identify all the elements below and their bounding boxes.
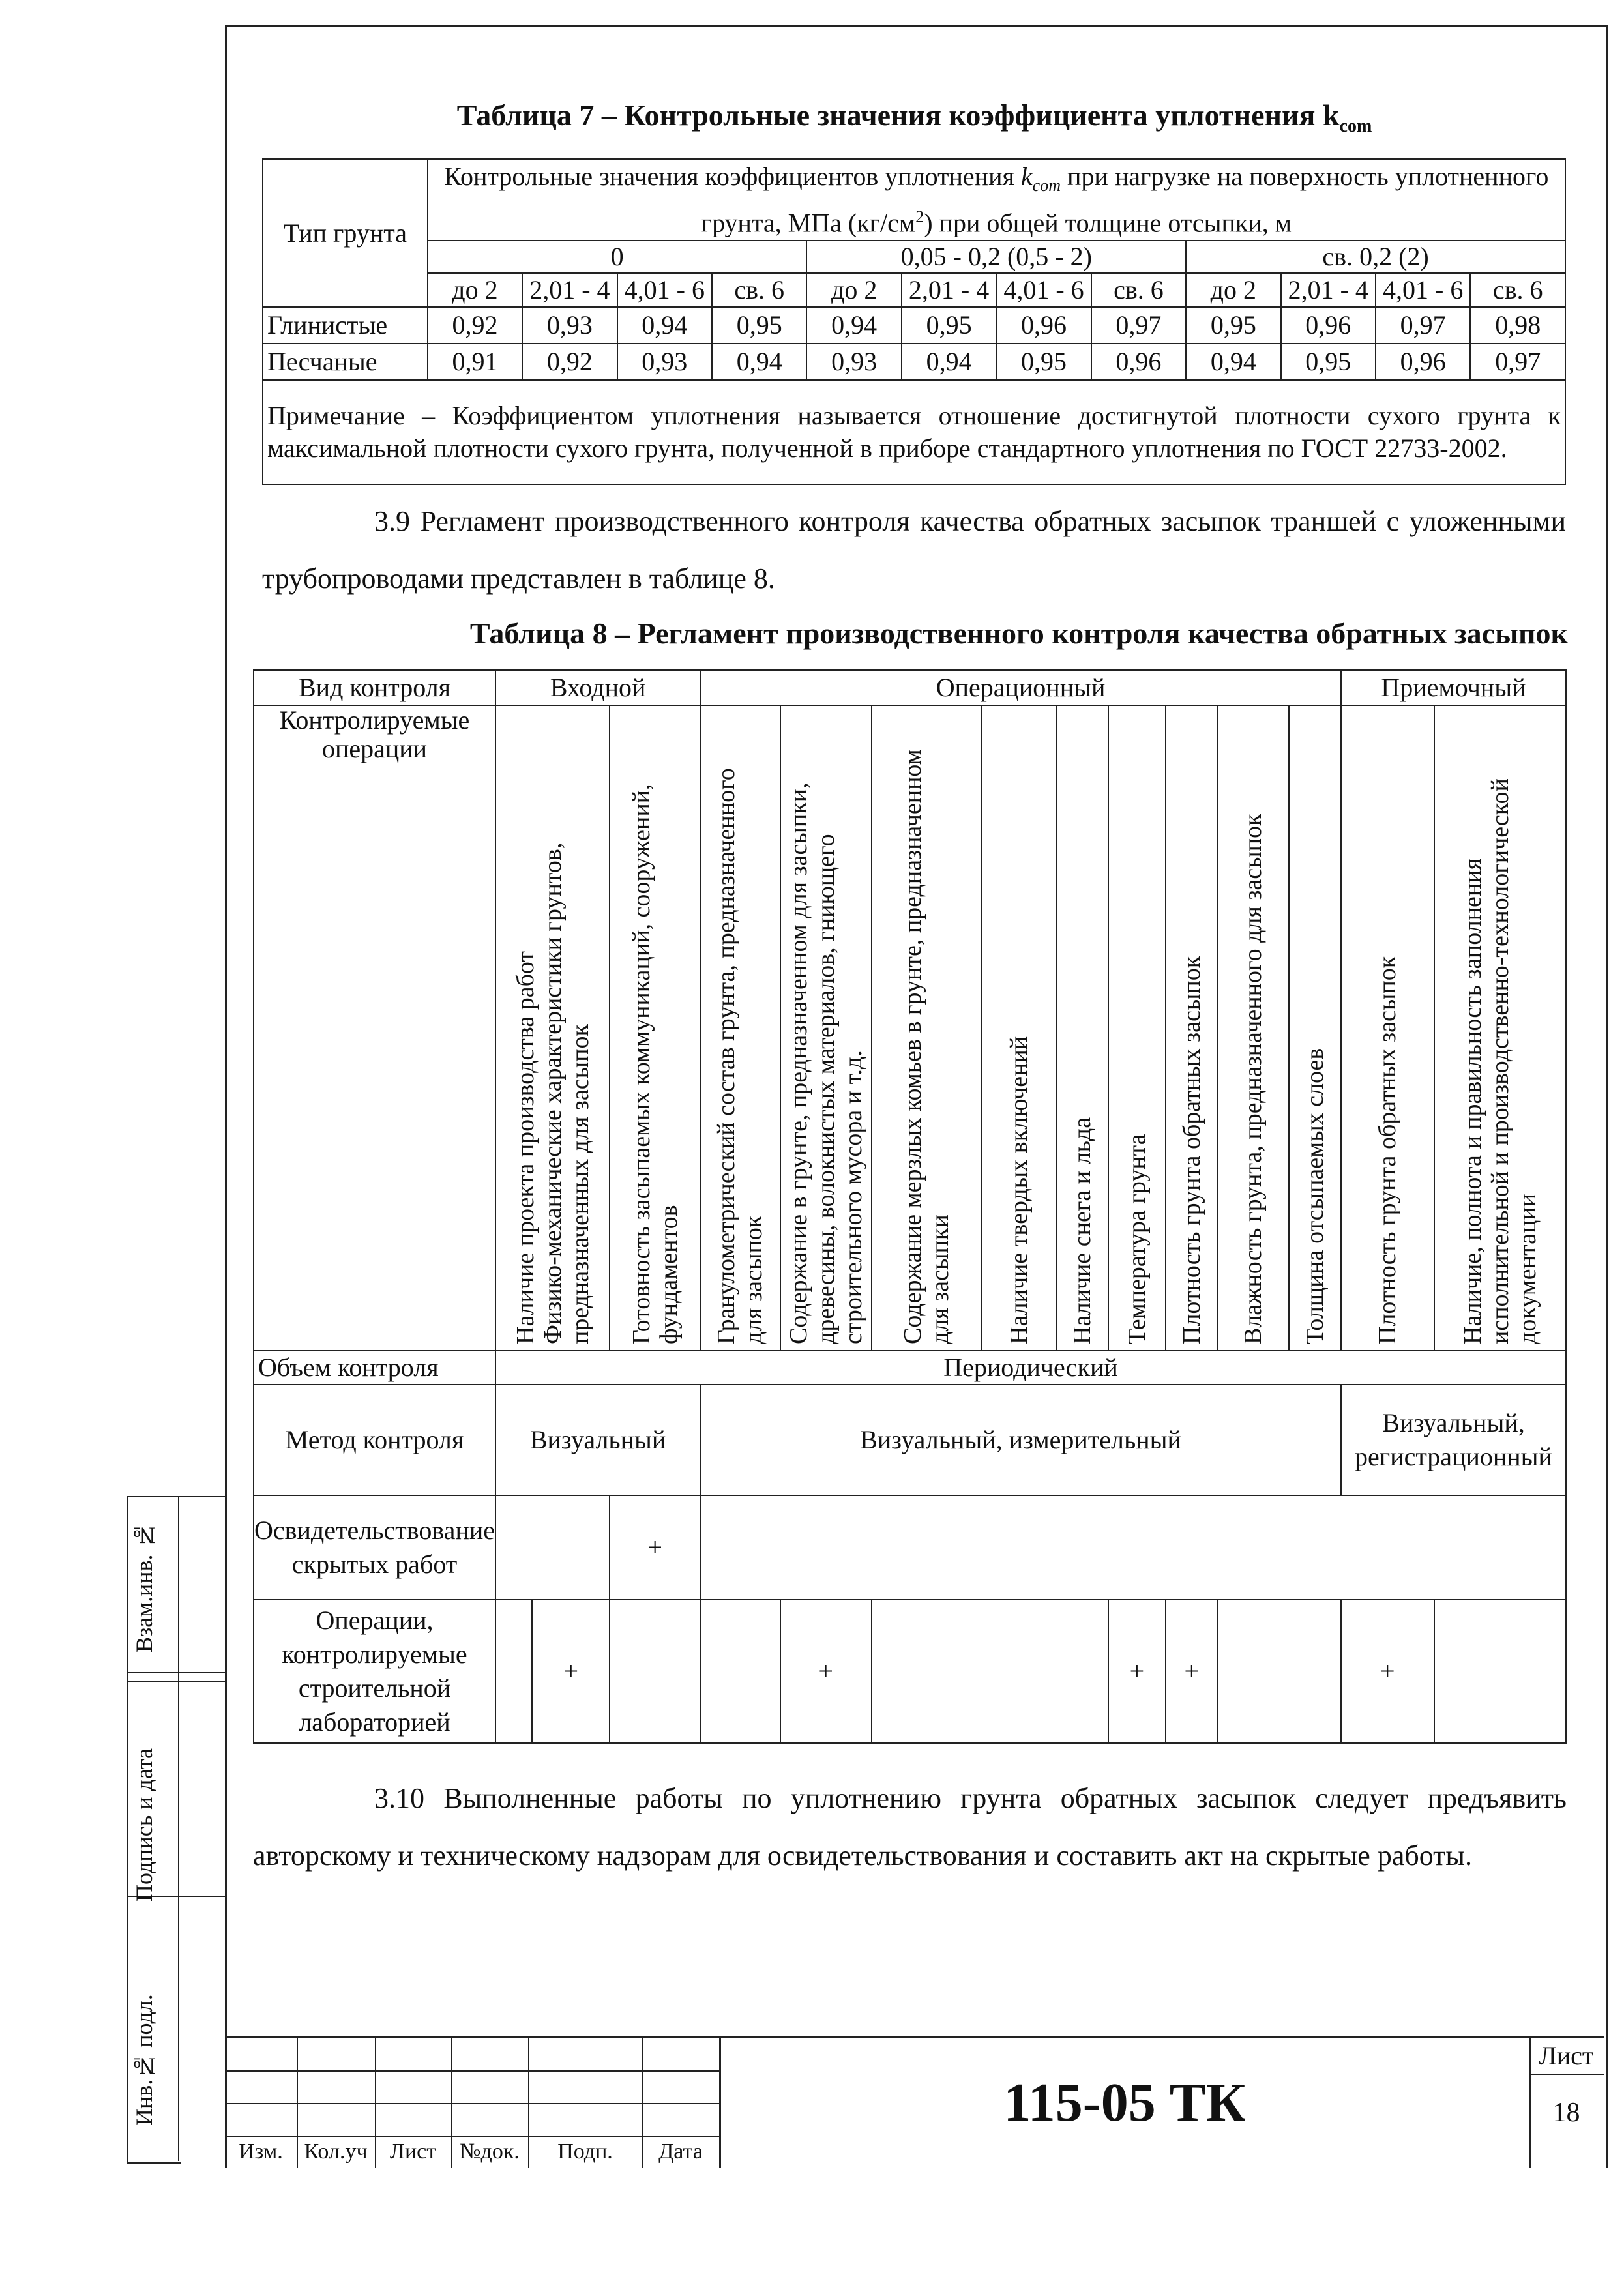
operation: Содержание в грунте, предназначенном для засыпки, древесины, волокнистых материалов, гниющего строительного мусора и т.д. bbox=[780, 705, 872, 1351]
table7 bbox=[262, 158, 1566, 485]
table7-load: 0,05 - 0,2 (0,5 - 2) bbox=[806, 241, 1186, 273]
table7-depth: св. 6 bbox=[712, 273, 806, 307]
stamp-col: Дата bbox=[658, 2139, 703, 2164]
operation: Готовность засыпаемых коммуникаций, сооружений, фундаментов bbox=[610, 705, 700, 1351]
document-code: 115-05 ТК bbox=[1003, 2072, 1246, 2133]
table7-depth: св. 6 bbox=[1470, 273, 1565, 307]
kind-acceptance: Приемочный bbox=[1341, 670, 1566, 705]
operation: Наличие проекта производства работФизико-механические характеристики грунтов, предназначенных для засыпок bbox=[495, 705, 610, 1351]
plus-mark: + bbox=[532, 1600, 610, 1743]
plus-mark: + bbox=[610, 1495, 700, 1600]
table7-depth: до 2 bbox=[806, 273, 901, 307]
operation: Плотность грунта обратных засыпок bbox=[1166, 705, 1218, 1351]
table7-cell: 0,96 bbox=[1091, 344, 1186, 380]
table7-col-type: Тип грунта bbox=[263, 159, 428, 307]
table7-depth: 2,01 - 4 bbox=[1281, 273, 1376, 307]
table7-cell: 0,94 bbox=[617, 307, 712, 344]
table7-cell: 0,97 bbox=[1470, 344, 1565, 380]
plus-mark: + bbox=[780, 1600, 872, 1743]
method-visual-measure: Визуальный, измерительный bbox=[700, 1385, 1341, 1495]
table7-cell: 0,94 bbox=[806, 307, 901, 344]
kind-operational: Операционный bbox=[700, 670, 1341, 705]
stamp-col: Кол.уч bbox=[304, 2139, 368, 2164]
table7-depth: 4,01 - 6 bbox=[996, 273, 1091, 307]
sheet-label: Лист bbox=[1539, 2041, 1594, 2070]
table7-soil: Песчаные bbox=[263, 344, 428, 380]
method-label: Метод контроля bbox=[254, 1385, 495, 1495]
table7-note: Примечание – Коэффициентом уплотнения называется отношение достигнутой плотности сухого грунта к максимальной плотности сухого грунта, полученной в приборе стандартного уплотнения по ГОСТ 22733-2002. bbox=[263, 380, 1565, 484]
table7-depth: до 2 bbox=[428, 273, 522, 307]
table7-cell: 0,97 bbox=[1376, 307, 1470, 344]
volume-value: Периодический bbox=[495, 1351, 1566, 1385]
stamp-col: Изм. bbox=[239, 2139, 283, 2164]
plus-mark: + bbox=[1341, 1600, 1434, 1743]
table7-cell: 0,91 bbox=[428, 344, 522, 380]
table7-cell: 0,95 bbox=[1186, 307, 1280, 344]
side-label-replace: Взам.инв. № bbox=[131, 1522, 157, 1653]
operation: Температура грунта bbox=[1108, 705, 1166, 1351]
table8-title: Таблица 8 – Регламент производственного контроля качества обратных засыпок bbox=[469, 617, 1568, 650]
table7-cell: 0,93 bbox=[806, 344, 901, 380]
table7-cell: 0,93 bbox=[522, 307, 617, 344]
table7-cell: 0,92 bbox=[428, 307, 522, 344]
table7-row bbox=[263, 344, 1565, 380]
table7-cell: 0,92 bbox=[522, 344, 617, 380]
table7-depth: 4,01 - 6 bbox=[1376, 273, 1470, 307]
table7-cell: 0,95 bbox=[712, 307, 806, 344]
table7-load: св. 0,2 (2) bbox=[1186, 241, 1565, 273]
table7-cell: 0,96 bbox=[1376, 344, 1470, 380]
table7-depth: 4,01 - 6 bbox=[617, 273, 712, 307]
table7-cell: 0,98 bbox=[1470, 307, 1565, 344]
stamp-col: №док. bbox=[460, 2139, 520, 2164]
table7-cell: 0,95 bbox=[996, 344, 1091, 380]
volume-label: Объем контроля bbox=[254, 1351, 495, 1385]
table7-title: Таблица 7 – Контрольные значения коэффициента уплотнения $k_{com}$ bbox=[456, 98, 1372, 137]
side-label-inv: Инв.№ подл. bbox=[131, 1994, 157, 2126]
lab-ops-label: Операции, контролируемые строительной лабораторией bbox=[254, 1600, 495, 1743]
table7-cell: 0,94 bbox=[1186, 344, 1280, 380]
paragraph-3-9: 3.9 Регламент производственного контроля качества обратных засыпок траншей с уложенными трубопроводами представлен в таблице 8. bbox=[262, 505, 1566, 595]
operation: Гранулометрический состав грунта, предназначенного для засыпок bbox=[700, 705, 780, 1351]
table7-header: Контрольные значения коэффициентов уплотнения $k_{com}$ при нагрузке на поверхность уплотненного грунта, МПа $(кг/см^2)$ при общей толщине отсыпки, м bbox=[428, 159, 1565, 241]
kind-label: Вид контроля bbox=[254, 670, 495, 705]
stamp-col: Подп. bbox=[557, 2139, 613, 2164]
table7-depth: 2,01 - 4 bbox=[522, 273, 617, 307]
operation: Толщина отсыпаемых слоев bbox=[1289, 705, 1341, 1351]
hidden-works-label: Освидетельствование скрытых работ bbox=[254, 1495, 495, 1600]
plus-mark: + bbox=[1166, 1600, 1218, 1743]
paragraph-3-10: 3.10 Выполненные работы по уплотнению грунта обратных засыпок следует предъявить авторскому и техническому надзорам для освидетельствования и составить акт на скрытые работы. bbox=[253, 1782, 1567, 1872]
table7-cell: 0,94 bbox=[712, 344, 806, 380]
method-visual: Визуальный bbox=[495, 1385, 700, 1495]
operation: Влажность грунта, предназначенного для засыпок bbox=[1218, 705, 1290, 1351]
table8 bbox=[253, 669, 1567, 1744]
table7-cell: 0,96 bbox=[1281, 307, 1376, 344]
table7-cell: 0,95 bbox=[1281, 344, 1376, 380]
table7-cell: 0,97 bbox=[1091, 307, 1186, 344]
operation: Плотность грунта обратных засыпок bbox=[1341, 705, 1434, 1351]
table7-load: 0 bbox=[428, 241, 807, 273]
ops-label: Контролируемые операции bbox=[254, 705, 495, 1351]
side-label-signature: Подпись и дата bbox=[131, 1748, 157, 1902]
table7-row bbox=[263, 307, 1565, 344]
table7-depth: до 2 bbox=[1186, 273, 1280, 307]
plus-mark: + bbox=[1108, 1600, 1166, 1743]
title-block bbox=[225, 2036, 1604, 2168]
operation: Содержание мерзлых комьев в грунте, предназначенном для засыпки bbox=[872, 705, 982, 1351]
operation: Наличие твердых включений bbox=[982, 705, 1056, 1351]
table7-depth: 2,01 - 4 bbox=[902, 273, 996, 307]
operation: Наличие снега и льда bbox=[1056, 705, 1108, 1351]
table7-soil: Глинистые bbox=[263, 307, 428, 344]
kind-input: Входной bbox=[495, 670, 700, 705]
table7-cell: 0,95 bbox=[902, 307, 996, 344]
method-registration: Визуальный, регистрационный bbox=[1341, 1385, 1566, 1495]
sheet-number: 18 bbox=[1552, 2098, 1580, 2128]
stamp-col: Лист bbox=[389, 2139, 437, 2164]
table7-cell: 0,93 bbox=[617, 344, 712, 380]
operation: Наличие, полнота и правильность заполнения исполнительной и производственно-технологической документации bbox=[1434, 705, 1566, 1351]
table7-cell: 0,94 bbox=[902, 344, 996, 380]
table7-depth: св. 6 bbox=[1091, 273, 1186, 307]
table7-cell: 0,96 bbox=[996, 307, 1091, 344]
